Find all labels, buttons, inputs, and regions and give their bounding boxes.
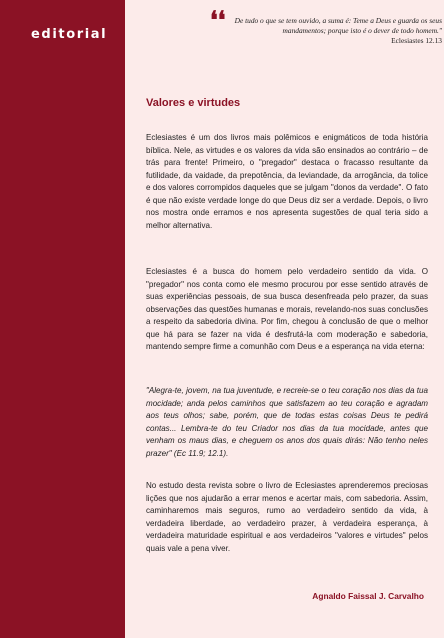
paragraph: Eclesiastes é um dos livros mais polêmicos e enigmáticos de toda história bíblica. Nele, as virtudes e os valores da vida são ensinados ao contrário – de trás para frente! Primeiro, o "pregador" destaca o fracasso resultante da futilidade, da vaidade, da prepotência, da leviandade, da arrogância, da tolice e dos valores corrompidos daqueles que se julgam "donos da verdade". O fato é que não existe verdade longe do que Deus diz ser a verdade. Depois, o livro nos mostra onde erramos e nos apresenta sugestões de qual teria sido a melhor alternativa. (146, 133, 428, 230)
paragraph: No estudo desta revista sobre o livro de Eclesiastes aprenderemos preciosas lições que nos ajudarão a errar menos e acertar mais, com sabedoria. Assim, caminharemos mais seguros, rumo ao verdadeiro sentido da vida, à verdadeira liberdade, ao verdadeiro prazer, à verdadeira esperança, à verdadeira maturidade espiritual e aos verdadeiros "valores e virtudes" pelos quais vale a pena viver. (146, 481, 428, 553)
section-title: editorial (31, 27, 108, 42)
author-signature: Agnaldo Faissal J. Carvalho (312, 591, 424, 601)
quote-mark-icon: ❛❛ (210, 5, 226, 34)
page-content (125, 0, 444, 638)
quoted-scripture: "Alegra-te, jovem, na tua juventude, e recreie-se o teu coração nos dias da tua mocidade; anda pelos caminhos que satisfazem ao teu coração e agradam aos teus olhos; sabe, porém, que de todas estas coisas Deus te pedirá contas... Lembra-te do teu Criador nos dias da tua mocidade, antes que venham os maus dias, e cheguem os anos dos quais dirás: Não tenho neles prazer" (Ec 11.9; 12.1). (146, 386, 428, 458)
epigraph (210, 5, 442, 47)
sidebar (0, 0, 125, 638)
epigraph-reference: Eclesiastes 12.13 (391, 36, 442, 46)
epigraph-text: De tudo o que se tem ouvido, a suma é: Teme a Deus e guarda os seus mandamentos; porque isto é o dever de todo homem." (234, 16, 442, 36)
paragraph: Eclesiastes é a busca do homem pelo verdadeiro sentido da vida. O "pregador" nos conta como ele mesmo procurou por esse sentido através de suas experiências pessoais, de sua busca desenfreada pelo prazer, da suas observações das questões humanas e morais, revelando-nos suas conclusões a respeito da sabedoria divina. Por fim, chegou à conclusão de que o melhor que há para se fazer na vida é desfrutá-la com moderação e sabedoria, mantendo sempre firme a comunhão com Deus e a esperança na vida eterna: (146, 267, 428, 351)
article-title: Valores e virtudes (146, 97, 241, 109)
